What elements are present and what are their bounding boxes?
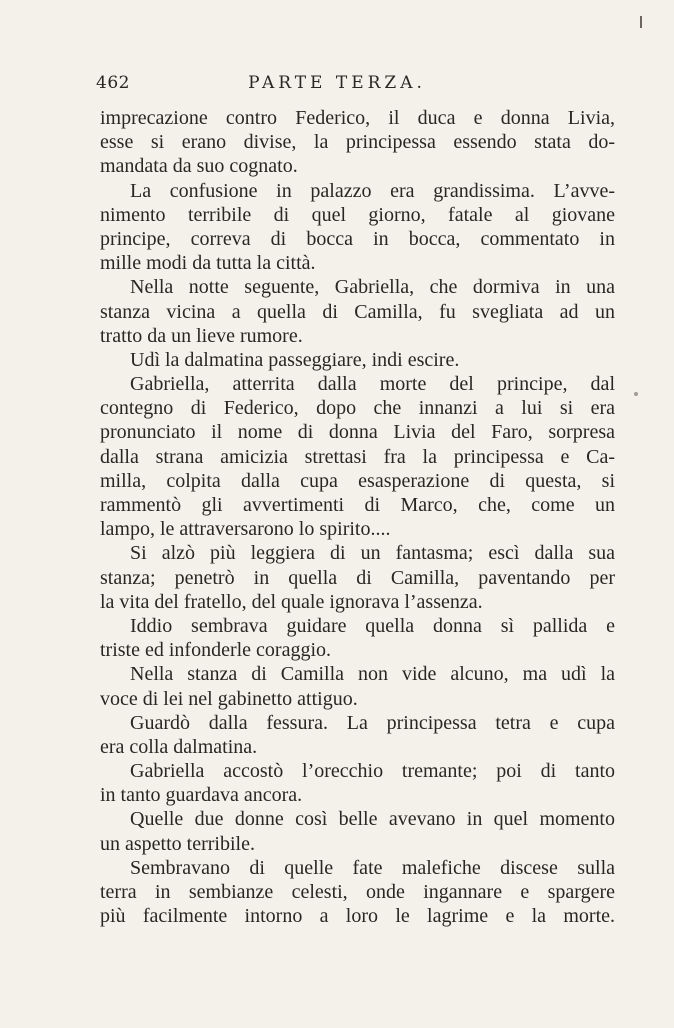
text-line: era colla dalmatina. — [100, 735, 258, 758]
text-line: Si alzò più leggiera di un fantasma; escì dalla sua — [130, 542, 615, 565]
text-line: Nella stanza di Camilla non vide alcuno, ma udì la — [130, 663, 615, 686]
page-edge-mark — [640, 16, 642, 28]
text-line: Iddio sembrava guidare quella donna sì pallida e — [130, 614, 615, 637]
text-line: nimento terribile di quel giorno, fatale al giovane — [100, 203, 615, 226]
text-line: Nella notte seguente, Gabriella, che dormiva in una — [130, 276, 615, 299]
paper-speck — [634, 392, 638, 396]
text-line: contegno di Federico, dopo che innanzi a lui si era — [100, 397, 615, 420]
text-line: stanza vicina a quella di Camilla, fu svegliata ad un — [100, 300, 615, 323]
text-line: pronunciato il nome di donna Livia del Faro, sorpresa — [100, 421, 615, 444]
text-line: un aspetto terribile. — [100, 832, 255, 855]
text-line: imprecazione contro Federico, il duca e donna Livia, — [100, 107, 615, 129]
text-line: Guardò dalla fessura. La principessa tetra e cupa — [130, 711, 615, 734]
text-line: stanza; penetrò in quella di Camilla, paventando per — [100, 566, 615, 589]
text-line: Udì la dalmatina passeggiare, indi escire. — [130, 348, 460, 371]
text-line: Sembravano di quelle fate malefiche discese sulla — [130, 856, 615, 879]
text-line: esse si erano divise, la principessa essendo stata do- — [100, 131, 615, 154]
text-line: più facilmente intorno a loro le lagrime e la morte. — [100, 905, 615, 928]
text-line: terra in sembianze celesti, onde ingannare e spargere — [100, 881, 615, 903]
text-line: Gabriella, atterrita dalla morte del principe, dal — [130, 373, 615, 396]
body-text — [100, 106, 615, 928]
text-line: la vita del fratello, del quale ignorava l’assenza. — [100, 590, 483, 613]
text-line: voce di lei nel gabinetto attiguo. — [100, 687, 358, 710]
text-line: rammentò gli avvertimenti di Marco, che, come un — [100, 494, 615, 516]
text-line: Gabriella accostò l’orecchio tremante; poi di tanto — [130, 760, 615, 783]
text-line: milla, colpita dalla cupa esasperazione di questa, si — [100, 469, 615, 492]
running-head: PARTE TERZA. — [248, 73, 426, 93]
text-line: La confusione in palazzo era grandissima. L’avve- — [130, 179, 615, 202]
text-line: triste ed infonderle coraggio. — [100, 639, 332, 662]
text-line: in tanto guardava ancora. — [100, 784, 303, 807]
text-line: mandata da suo cognato. — [100, 155, 298, 178]
text-line: lampo, le attraversarono lo spirito.... — [100, 518, 391, 541]
text-line: principe, correva di bocca in bocca, commentato in — [100, 227, 615, 250]
text-line: Quelle due donne così belle avevano in quel momento — [130, 808, 615, 831]
text-line: mille modi da tutta la città. — [100, 252, 316, 275]
text-line: dalla strana amicizia strettasi fra la principessa e Ca- — [100, 445, 615, 468]
text-line: tratto da un lieve rumore. — [100, 324, 303, 347]
page-number: 462 — [96, 73, 130, 93]
